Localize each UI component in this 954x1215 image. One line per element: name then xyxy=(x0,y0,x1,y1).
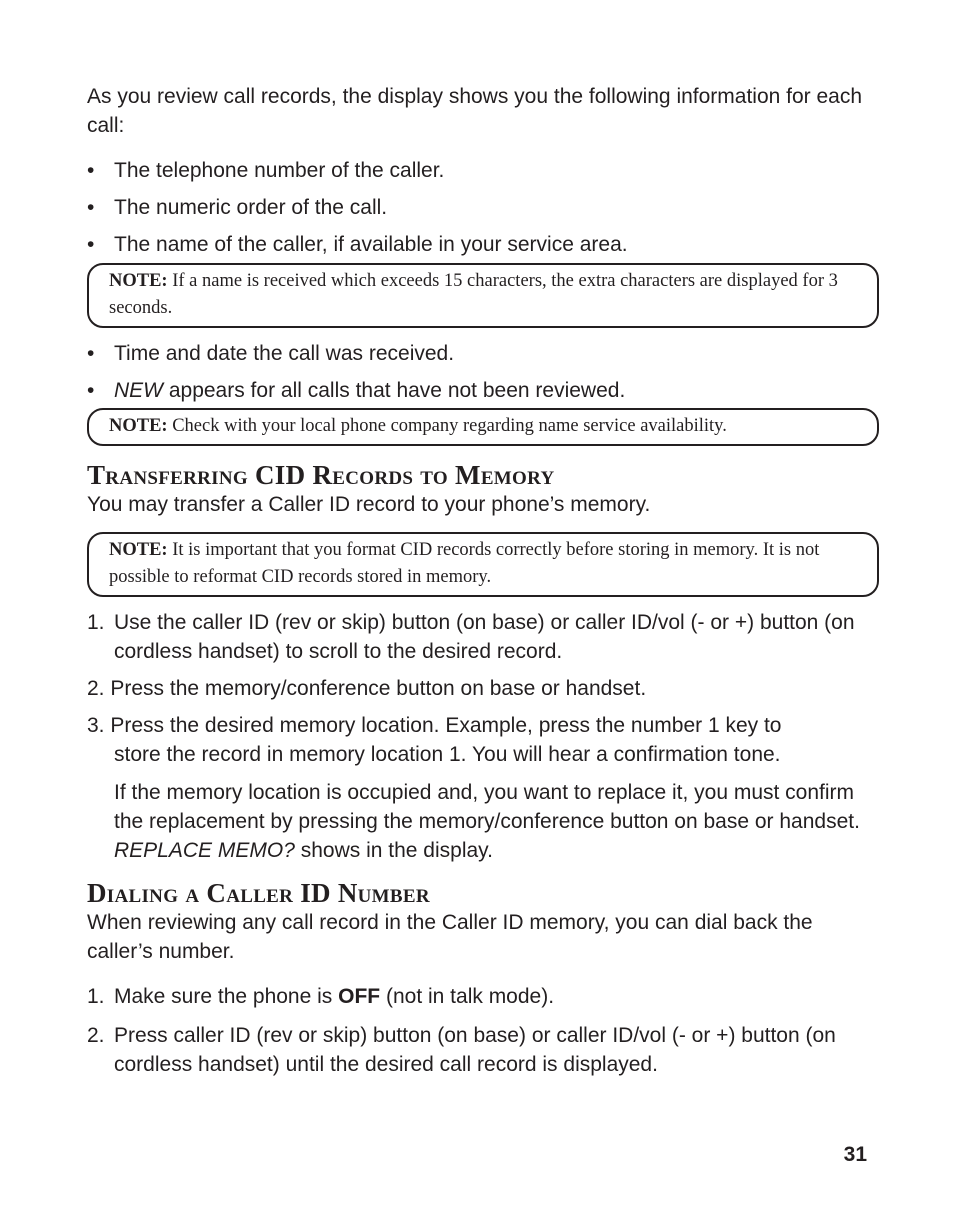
note-label: NOTE: xyxy=(109,540,168,560)
step-text xyxy=(87,982,867,1011)
bullet-numeric-order: • The numeric order of the call. xyxy=(87,193,867,222)
note-label: NOTE: xyxy=(109,416,168,436)
transfer-step-2 xyxy=(87,674,867,703)
step-text-b: (not in talk mode). xyxy=(380,985,555,1008)
replace-memory-paragraph xyxy=(87,778,867,865)
step-text: Press caller ID (rev or skip) button (on base) or caller ID/vol (- or +) button (on cordless handset) until the desired call record is displayed. xyxy=(114,1024,836,1076)
step-text: 3. Press the desired memory location. Example, press the number 1 key to xyxy=(87,714,782,737)
step-number: 1. xyxy=(87,611,105,634)
section-heading-transferring: Transferring CID Records to Memory xyxy=(87,460,555,490)
step-number: 1. xyxy=(87,985,105,1008)
transfer-intro: You may transfer a Caller ID record to your phone’s memory. xyxy=(87,493,651,516)
step-text-continued: store the record in memory location 1. You will hear a confirmation tone. xyxy=(114,743,781,766)
step-text-a: Make sure the phone is xyxy=(114,985,339,1008)
bullet-new-indicator xyxy=(87,376,867,405)
bullet-telephone-number: • The telephone number of the caller. xyxy=(87,156,867,185)
note-text: Check with your local phone company regarding name service availability. xyxy=(167,416,727,436)
step-text: 2. Press the memory/conference button on base or handset. xyxy=(87,677,647,700)
note-format-records xyxy=(87,532,879,597)
replace-text: If the memory location is occupied and, you want to replace it, you must confirm the replacement by pressing the memory/conference button on base or handset. xyxy=(114,781,860,833)
new-label: NEW xyxy=(114,379,163,402)
replace-memo-display: REPLACE MEMO? xyxy=(114,839,295,862)
step-number: 2. xyxy=(87,1024,105,1047)
off-label: OFF xyxy=(338,985,381,1008)
transfer-step-1 xyxy=(87,608,867,666)
intro-paragraph: As you review call records, the display shows you the following information for each call: xyxy=(87,85,863,137)
replace-text-end: shows in the display. xyxy=(294,839,493,862)
new-text: appears for all calls that have not been reviewed. xyxy=(163,379,626,402)
section-heading-dialing: Dialing a Caller ID Number xyxy=(87,878,430,908)
step-text: Use the caller ID (rev or skip) button (on base) or caller ID/vol (- or +) button (on cordless handset) to scroll to the desired record. xyxy=(114,611,855,663)
note-name-length xyxy=(87,263,879,328)
note-label: NOTE: xyxy=(109,271,168,291)
dialing-step-2 xyxy=(87,1021,867,1079)
bullet-time-date: • Time and date the call was received. xyxy=(87,339,867,368)
note-service-availability xyxy=(87,408,879,446)
dialing-intro: When reviewing any call record in the Caller ID memory, you can dial back the caller’s number. xyxy=(87,911,813,963)
note-text: If a name is received which exceeds 15 characters, the extra characters are displayed for 3 seconds. xyxy=(109,271,838,318)
dialing-step-1 xyxy=(87,982,867,1011)
page-content xyxy=(87,82,867,1079)
page-number: 31 xyxy=(843,1143,867,1166)
transfer-step-3 xyxy=(87,711,867,769)
bullet-caller-name: • The name of the caller, if available in your service area. xyxy=(87,230,867,259)
note-text: It is important that you format CID records correctly before storing in memory. It is not possible to reformat CID records stored in memory. xyxy=(109,540,820,587)
